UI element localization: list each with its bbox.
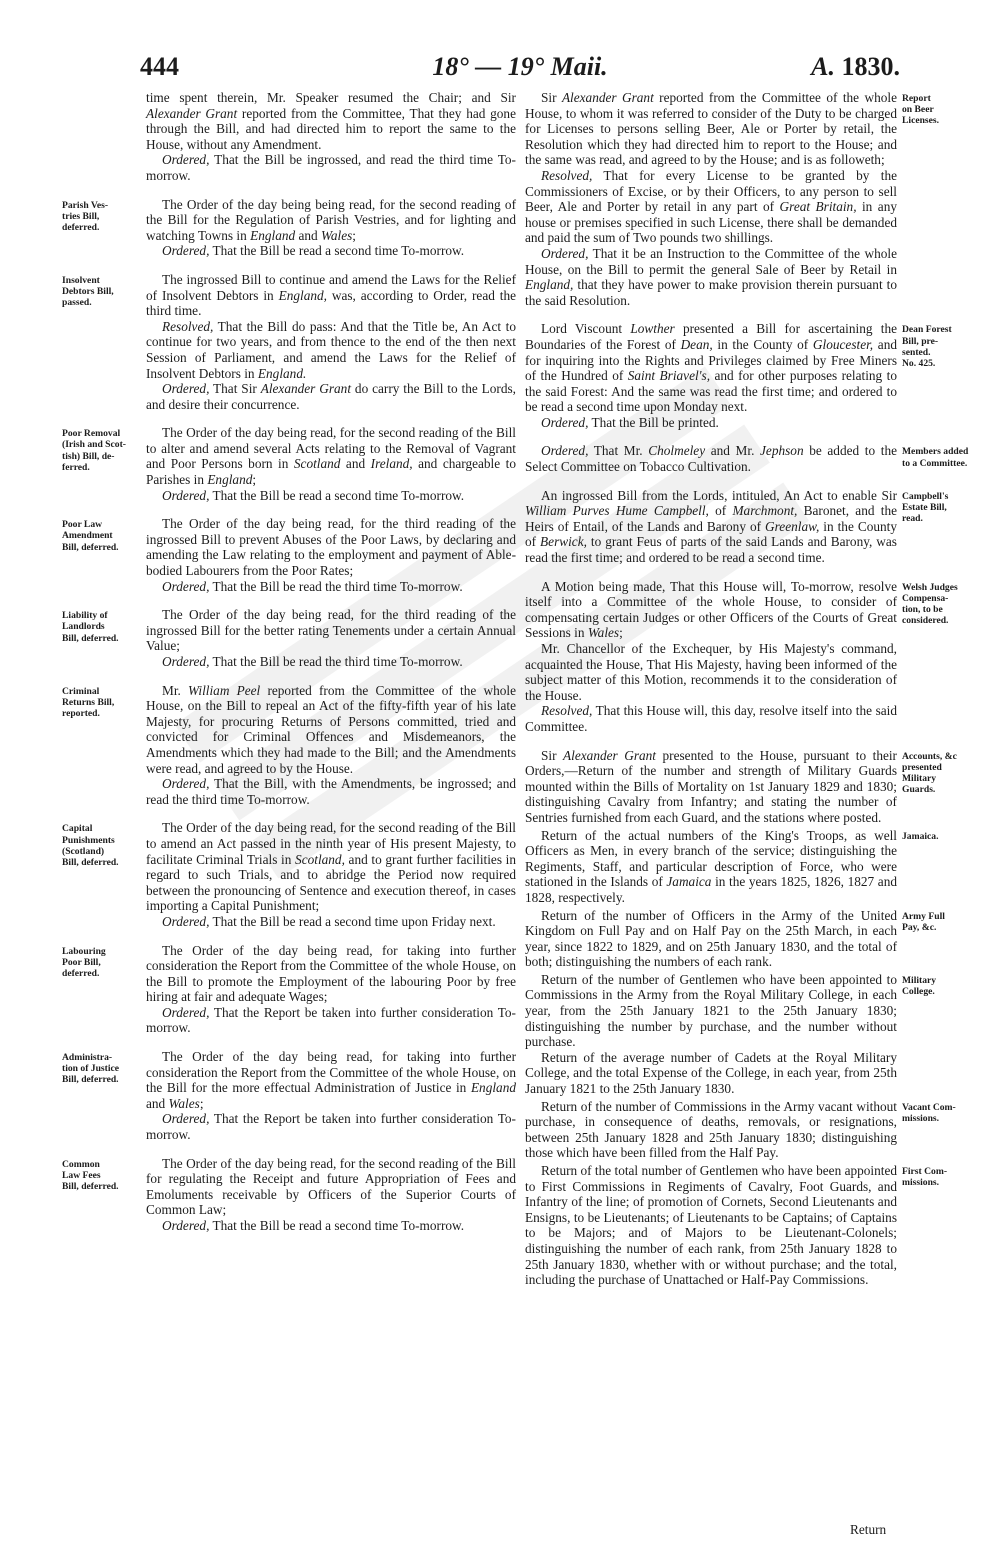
paragraph [146, 1049, 516, 1111]
right-column [525, 90, 969, 1290]
margin-note-line: Common [62, 1158, 100, 1170]
italic-run: Great Britain, [779, 199, 857, 215]
margin-note [902, 911, 976, 933]
italic-run: Ordered, [541, 414, 589, 430]
entry [525, 321, 952, 430]
text-run: That Sir [209, 381, 261, 397]
italic-run: Gloucester, [812, 336, 874, 352]
italic-run: England [207, 472, 253, 488]
italic-run: England, [525, 277, 574, 293]
margin-note-line: Poor Removal [62, 428, 121, 440]
italic-run: Greenlaw, [765, 518, 820, 534]
text-run: The Order of the day being read, for taking into further consideration the Report from the Committee of the whole House, on the Bill for the more effectual Administration of Justice in [146, 1049, 516, 1096]
text-run: to grant Feus of parts of the said Lands and Barony, was read the first time; and ordered to be read a second time. [525, 534, 897, 566]
text-run: and Mr. [705, 443, 761, 459]
paragraph [146, 152, 516, 183]
margin-note [62, 610, 138, 644]
italic-run: Ordered, [162, 578, 210, 594]
text-run: Return of the total number of Gentlemen who have been appointed to First Commissions in Regiments of Cavalry, Foot Guards, and Infantry of the line; of promotion of Cornets, Second Lieutenants and Ensigns, to be Lieutenants; of Lieutenants to be Captains; of Captains to be Majors; and of Majors to be Lieutenant-Colonels; distinguishing the number of each rank, from 25th January 1828 to 25th January 1830, whether with or without purchase; and the total, including the purchase of Unattached or Half-Pay Commissions. [525, 1163, 897, 1288]
entry [525, 747, 957, 826]
margin-note [902, 831, 976, 842]
italic-run: Dean, [680, 336, 713, 352]
margin-note-line: Welsh Judges [902, 581, 958, 593]
margin-note [902, 491, 976, 525]
margin-note-line: deferred. [62, 967, 100, 979]
text-run: in any house or premises specified in such License, there shall be demanded and paid the sum of Two pounds two shillings. [525, 199, 897, 246]
italic-run: Alexander Grant [561, 90, 654, 105]
entry [62, 425, 516, 503]
entry [525, 1163, 948, 1288]
margin-note [902, 582, 976, 627]
italic-run: Ordered, [162, 487, 210, 503]
text-run: in the years 1825, 1826, 1827 and 1828, respectively. [525, 874, 897, 905]
text-run: An ingrossed Bill from the Lords, intituled, An Act to enable Sir [541, 487, 897, 503]
entry [525, 1098, 956, 1161]
text-run: Mr. [162, 682, 189, 698]
text-run: Return of the number of Officers in the Army of the United Kingdom on Full Pay and on Half Pay on the 25th March, in each year, since 1822 to 1829, and on 25th January 1830, and the total of both; distinguishing the numbers of each rank. [525, 907, 897, 970]
margin-note [902, 324, 976, 369]
entry [146, 90, 516, 184]
margin-note-line: Returns Bill, [62, 696, 115, 708]
paragraph [525, 168, 897, 246]
text-run: that they have power to make provision therein pursuant to the said Resolution. [525, 277, 897, 308]
text-run: reported from the Committee of the whole House, to whom it was referred to consider of the Duty to be charged for Licenses to persons selling Beer, Ale or Porter by retail, the Resolution which they had directed him to report to the House; and the same was read, and agreed to by the House; and is as followeth; [525, 90, 897, 168]
margin-note-line: Bill, pre- [902, 335, 939, 347]
paragraph [146, 272, 516, 319]
margin-note-line: reported. [62, 708, 100, 719]
paragraph [525, 1163, 897, 1288]
text-run: and [340, 456, 371, 472]
paragraph [146, 1111, 516, 1142]
margin-note-line: considered. [902, 615, 949, 627]
italic-run: Marchmont, [732, 503, 798, 519]
margin-note-line: College. [902, 986, 935, 998]
margin-note-line: Parish Ves- [62, 199, 109, 211]
margin-note-line: Accounts, &c [902, 750, 957, 762]
text-run: time spent therein, Mr. Speaker resumed the Chair; and Sir [146, 90, 516, 105]
paragraph [525, 1050, 897, 1097]
margin-note-line: Debtors Bill, [62, 286, 114, 298]
margin-note-line: (Scotland) [62, 845, 105, 857]
margin-note-line: Insolvent [62, 274, 100, 286]
italic-run: William Purves Hume Campbell, [525, 503, 709, 519]
text-run: A Motion being made, That this House will, To-morrow, resolve itself into a Committee of the whole House, to consider of compensating certain Judges or other Officers of the Courts of Great Sessions in [525, 578, 897, 641]
italic-run: Jamaica [666, 874, 712, 890]
text-run: and for other purposes relating to the said Forest: And the same was read the first time; and ordered to be read a second time upon Monday next. [525, 368, 898, 415]
text-run: That the Bill, with the Amendments, be ingrossed; and read the third time To-morrow. [146, 776, 516, 807]
text-run: Return of the number of Commissions in the Army vacant without purchase, in consequence of deaths, removals, or resignations, between 25th January 1828 and 25th January 1830; distinguishing those which have been filled from the Half Pay. [525, 1098, 897, 1161]
margin-note-line: Vacant Com- [902, 1101, 956, 1113]
text-run: reported from the Committee of the whole House, on the Bill to repeal an Act of the fifty-fifth year of his late Majesty, for procuring Returns of Persons committed, tried and convicted for Criminal Offences and Misdemeanors, the Amendments which they had made to the Bill; and the Amendments were read, and agreed to by the House. [146, 682, 516, 776]
paragraph [525, 641, 897, 703]
italic-run: Alexander Grant [146, 105, 238, 121]
margin-note-line: missions. [902, 1177, 940, 1189]
margin-note-line: tish) Bill, de- [62, 450, 115, 462]
text-run: That for every License to be granted by the Commissioners of Excise, or by their Officers, to any person to sell Beer, Ale and Porter by retail in any part of [525, 167, 897, 215]
text-run: That the Bill be read a second time To-morrow. [209, 487, 465, 503]
italic-run: Lowther [630, 321, 675, 337]
italic-run: Ordered, [162, 381, 210, 397]
margin-note-line: (Irish and Scot- [62, 439, 126, 451]
paragraph [146, 1218, 516, 1234]
paragraph [146, 1005, 516, 1036]
text-run: The Order of the day being read, for the second reading of the Bill for regulating the Receipt and future Appropriation of Fees and Emoluments receivable by Officers of the Superior Courts of Common Law; [146, 1155, 516, 1218]
margin-note [62, 686, 138, 720]
margin-note-line: Poor Law [62, 519, 103, 531]
margin-note [62, 946, 138, 980]
entry [525, 487, 949, 566]
text-run: The Order of the day being read, for the third reading of the ingrossed Bill for the better rating Tenements under a certain Annual Value; [146, 607, 516, 654]
margin-note-line: passed. [62, 297, 92, 309]
paragraph [525, 703, 897, 734]
text-run: The Order of the day being read, for taking into further consideration the Report from the Committee of the whole House, on the Bill to promote the Employment of the labouring Poor by free hiring at fair and adequate Wages; [146, 942, 516, 1005]
italic-run: Resolved, [541, 703, 593, 719]
margin-note [62, 519, 138, 553]
margin-note-line: tries Bill, [62, 210, 100, 222]
text-run: That the Report be taken into further consideration To-morrow. [146, 1004, 516, 1036]
margin-note-line: Capital [62, 823, 93, 835]
text-run: The Order of the day being read, for the second reading of the Bill to alter and amend several Acts relating to the Removal of Vagrant and Poor Persons born in [146, 425, 516, 472]
paragraph [525, 1099, 897, 1161]
margin-note [902, 975, 976, 997]
italic-run: England, [278, 287, 327, 303]
paragraph [146, 90, 516, 152]
text-run: Sir [541, 90, 562, 105]
italic-run: Scotland, [295, 851, 345, 867]
margin-note-line: Bill, deferred. [62, 632, 119, 644]
text-run: Return of the actual numbers of the King's Troops, as well Officers as Men, in every branch of the service; distinguishing the Regiments, Staff, and particular description of Force, who were stationed in the Islands of [525, 827, 897, 890]
text-run: Mr. Chancellor of the Exchequer, by His Majesty's command, acquainted the House, That His Majesty, having been informed of the subject matter of this Motion, recommends it to the consideration of the House. [525, 641, 897, 703]
text-run: presented to the House, pursuant to their Orders,—Return of the number and strength of Military Guards mounted within the Bills of Mortality on 1st January 1829 and 1830; distinguishing Cavalry from Infantry; and stating the number of Sentries furnished from each Guard, and the stations where posted. [525, 747, 897, 825]
entry [525, 443, 969, 475]
entry [62, 942, 516, 1037]
text-run: That the Bill be read a second time upon Friday next. [209, 913, 496, 929]
paragraph [525, 908, 897, 970]
paragraph [525, 579, 897, 641]
margin-note-line: read. [902, 513, 923, 525]
margin-note-line: Members added [902, 446, 969, 458]
margin-note-line: Jamaica. [902, 830, 939, 842]
text-run: The ingrossed Bill to continue and amend the Laws for the Relief of Insolvent Debtors in [146, 271, 516, 303]
entry [62, 607, 516, 669]
text-run: be added to the Select Committee on Tobacco Cultivation. [525, 443, 897, 475]
catchword: Return [850, 1522, 887, 1537]
margin-note-line: Licenses. [902, 115, 940, 127]
italic-run: Resolved, [541, 167, 593, 183]
paragraph [146, 914, 516, 930]
margin-note [62, 200, 138, 234]
italic-run: Ordered, [162, 1004, 210, 1020]
italic-run: England. [257, 365, 307, 381]
entry [62, 1155, 516, 1234]
margin-note-line: Military [902, 974, 937, 986]
text-run: and [146, 1095, 169, 1111]
margin-note [62, 275, 138, 309]
margin-note-line: Campbell's [902, 490, 949, 502]
margin-note-line: tion of Justice [62, 1063, 120, 1075]
italic-run: Ordered, [162, 243, 210, 259]
italic-run: Ordered, [162, 1111, 210, 1127]
margin-note-line: presented [902, 761, 942, 773]
margin-note [62, 428, 138, 473]
paragraph [146, 683, 516, 777]
entry [525, 578, 958, 735]
paragraph [146, 654, 516, 670]
text-run: was, according to Order, read the third time. [146, 287, 517, 319]
margin-note-line: missions. [902, 1112, 940, 1124]
text-run: Return of the number of Gentlemen who have been appointed to Commissions in the Army from the Royal Military College, in each year, from the 25th January 1821 to the 25th January 1830; distinguishing the number by purchase, and the number without purchase. [525, 971, 897, 1050]
italic-run: Ordered, [162, 1218, 210, 1233]
text-run: That Mr. [588, 443, 649, 459]
italic-run: Ireland, [370, 456, 413, 472]
paragraph [525, 828, 897, 906]
text-run: in the County of [712, 336, 813, 352]
margin-note-line: Landlords [62, 621, 105, 633]
paragraph [525, 246, 897, 308]
paragraph [525, 488, 897, 566]
margin-note-line: Bill, deferred. [62, 856, 119, 868]
text-run: That the Report be taken into further consideration To-morrow. [146, 1111, 516, 1143]
text-run: That the Bill be read a second time To-morrow. [209, 243, 465, 259]
margin-note-line: on Beer [902, 104, 934, 116]
text-run: ; [352, 227, 356, 243]
italic-run: Resolved, [162, 318, 214, 334]
margin-note-line: Bill, deferred. [62, 541, 119, 553]
margin-note-line: Criminal [62, 685, 100, 697]
text-run: The Order of the day being read, for the second reading of the Bill to amend an Act passed in the ninth year of His present Majesty, to facilitate Criminal Trials in [146, 820, 516, 867]
margin-note [62, 823, 138, 868]
margin-note [902, 1166, 976, 1188]
text-run: That the Bill be read the third time To-morrow. [209, 578, 463, 594]
paragraph [146, 516, 516, 578]
text-run: ; [619, 625, 623, 641]
italic-run: Alexander Grant [563, 747, 656, 763]
margin-note-line: to a Committee. [902, 457, 968, 469]
margin-note [902, 93, 976, 127]
margin-note [902, 751, 976, 796]
margin-note-line: Administra- [62, 1052, 113, 1064]
margin-note [62, 1052, 138, 1086]
text-run: That it be an Instruction to the Committee of the whole House, on the Bill to permit the general Sale of Beer by Retail in [525, 245, 897, 277]
italic-run: Ordered, [541, 245, 589, 261]
entry [525, 971, 937, 1097]
paragraph [146, 425, 516, 487]
text-run: and to grant further facilities in regard to such Trials, and to abridge the Period now required between the pronouncing of Sentence and execution thereof, in cases importing a Capital Punishment; [146, 851, 516, 914]
year: 1830. [841, 52, 900, 81]
text-run: That the Bill be ingrossed, and read the third time To-morrow. [146, 152, 516, 183]
italic-run: Jephson [760, 443, 804, 459]
entry [525, 907, 945, 970]
margin-note-line: No. 425. [902, 357, 936, 369]
margin-note-line: tion, to be [902, 604, 943, 616]
text-run: That the Bill be read a second time To-morrow. [209, 1218, 465, 1233]
italic-run: Ordered, [541, 443, 589, 459]
margin-note-line: Bill, deferred. [62, 1181, 119, 1193]
text-run: That the Bill do pass: And that the Title be, An Act to continue for two years, and from thence to the end of the then next Session of Parliament, and amend the Laws for the Relief of Insolvent Debtors in [146, 318, 516, 381]
year-prefix: A. [811, 52, 835, 81]
paragraph [146, 1156, 516, 1218]
entry [525, 90, 940, 308]
text-run: presented a Bill for ascertaining the Boundaries of the Forest of [525, 321, 897, 352]
margin-note-line: sented. [902, 346, 931, 358]
italic-run: Cholmeley [648, 443, 706, 459]
text-run: That the Bill be read the third time To-morrow. [209, 654, 463, 669]
italic-run: England [470, 1080, 516, 1096]
paragraph [146, 776, 516, 807]
entry [62, 196, 516, 259]
italic-run: Alexander Grant [260, 381, 352, 397]
margin-note-line: Amendment [62, 530, 113, 542]
margin-note-line: Poor Bill, [62, 956, 101, 968]
margin-note-line: First Com- [902, 1166, 948, 1177]
entry [62, 271, 517, 412]
text-run: The Order of the day being being read, for the second reading of the Bill for the Regulation of Parish Vestries, and for lighting and watching Towns in [146, 196, 516, 243]
date-range: 18° — 19° Maii. [432, 52, 608, 81]
italic-run: Ordered, [162, 654, 210, 669]
text-run: of [708, 503, 733, 519]
paragraph [146, 488, 516, 504]
margin-note-line: Guards. [902, 784, 936, 796]
text-run: Baronet, and the Heirs of Entail, of the Lands and Barony of [525, 503, 897, 534]
text-run: That the Bill be printed. [588, 414, 719, 430]
paragraph [146, 820, 516, 914]
left-column [62, 90, 517, 1247]
text-run: ; [199, 1095, 204, 1111]
paragraph [146, 381, 516, 412]
text-run: The Order of the day being read, for the third reading of the ingrossed Bill to prevent Abuses of the Poor Laws, by declaring and amending the Law relating to the employment and payment of Able-bodied Labourers from the Poor Rates; [146, 516, 516, 579]
page-header [140, 52, 900, 86]
italic-run: Wales [168, 1095, 200, 1111]
paragraph [525, 748, 897, 826]
italic-run: Saint Briavel's, [627, 368, 711, 384]
entry [62, 682, 516, 808]
italic-run: Ordered, [162, 776, 210, 792]
text-run: Sir [541, 747, 564, 763]
margin-note-line: Army Full [902, 910, 945, 922]
margin-note [902, 446, 976, 468]
italic-run: Berwick, [540, 534, 587, 550]
year-label [811, 52, 900, 82]
paragraph [146, 943, 516, 1005]
paragraph [525, 415, 897, 431]
text-run: and [295, 227, 322, 243]
margin-note-line: Compensa- [902, 592, 949, 604]
page-number: 444 [140, 52, 179, 81]
paragraph [146, 243, 516, 259]
paragraph [146, 319, 516, 381]
paragraph [146, 607, 516, 654]
entry [525, 827, 939, 906]
paragraph [525, 90, 897, 168]
italic-run: England [250, 227, 296, 243]
margin-note-line: Bill, deferred. [62, 1074, 119, 1086]
session-dates [140, 52, 900, 82]
text-run: reported from the Committee, That they had gone through the Bill, and had directed him to report the same to the House, without any Amendment. [146, 105, 516, 152]
margin-note-line: ferred. [62, 461, 90, 473]
margin-note-line: Pay, &c. [902, 921, 937, 933]
paragraph [146, 579, 516, 595]
italic-run: Scotland [293, 456, 341, 472]
margin-note [902, 1102, 976, 1124]
margin-note-line: Report [902, 93, 931, 104]
margin-note-line: Military [902, 772, 937, 784]
italic-run: Wales [321, 227, 353, 243]
text-run: Lord Viscount [541, 321, 631, 337]
margin-note-line: Labouring [62, 945, 106, 957]
text-run: That this House will, this day, resolve itself into the said Committee. [525, 703, 897, 734]
entry [62, 820, 516, 929]
paragraph [525, 443, 897, 474]
text-run: Return of the average number of Cadets at the Royal Military College, and the total Expense of the College, in each year, from 25th January 1821 to the 25th January 1830. [525, 1049, 897, 1097]
text-run: in the County of [525, 518, 897, 550]
text-run: and chargeable to Parishes in [146, 456, 516, 488]
text-run: ; [252, 472, 257, 488]
entry [62, 1049, 516, 1143]
italic-run: Ordered, [162, 152, 210, 168]
entry [62, 516, 516, 594]
margin-note-line: Liability of [62, 610, 108, 622]
paragraph [146, 197, 516, 244]
margin-note-line: Law Fees [62, 1169, 101, 1181]
italic-run: Ordered, [162, 913, 210, 929]
paragraph [525, 972, 897, 1050]
text-run: do carry the Bill to the Lords, and desire their concurrence. [146, 381, 516, 412]
text-run: and for inquiring into the Rights and Privileges claimed by Free Miners of the Hundred of [525, 336, 897, 384]
italic-run: Wales [587, 625, 620, 641]
italic-run: William Peel [188, 682, 261, 698]
paragraph [525, 321, 897, 415]
margin-note-line: Punishments [62, 834, 115, 846]
margin-note-line: Dean Forest [902, 324, 952, 336]
margin-note-line: Estate Bill, [902, 501, 947, 513]
margin-note [62, 1159, 138, 1193]
margin-note-line: deferred. [62, 221, 100, 233]
